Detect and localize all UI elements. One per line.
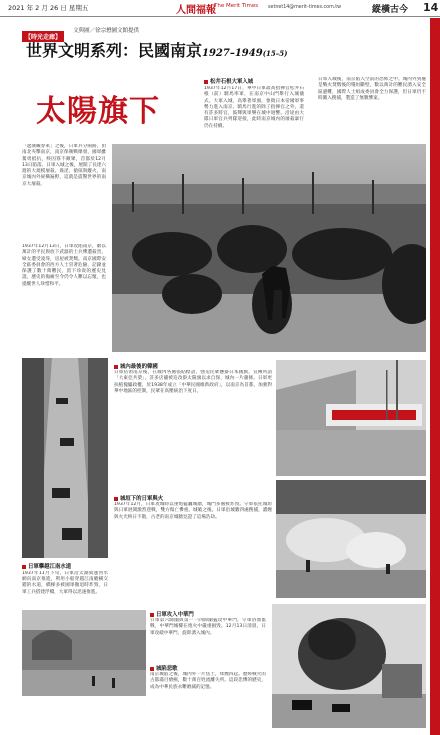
- section-head-gate: 日軍攻入中華門: [150, 610, 194, 618]
- page-header: [0, 0, 440, 17]
- edge-ribbon: [430, 18, 440, 735]
- intro-paragraph-continued: 1937年12月13日，日軍攻陷南京，數以萬計的平民與放下武器的士兵慘遭殺害，婦女遭受凌辱，房屋被焚燬。南京國際安全區委員會的西方人士冒著危險，記錄並保護了數十萬難民，留下珍貴的歷史見證。歷史的傷痛至今仍令人難以忘懷，也提醒世人珍惜和平。: [22, 244, 106, 287]
- masthead-logo: 人間福報: [176, 5, 216, 16]
- section-body-walls: 1937年12月，日軍攻城時以重炮猛轟城牆，城門多處被炸毀。守軍依托城垣與日軍展開激烈巷戰，雙方傷亡慘重。城破之後，日軍沿城牆四處搜捕，濃煙與火光終日不散，古老的南京城牆見證了這場浩劫。: [114, 502, 272, 520]
- intro-paragraph: 「遮漢曦春萊」之後，日軍兵分兩路，由南北夾擊南京，南京保衛戰爆發，國軍雖奮勇抵抗，終因寡不敵眾，首都於12月13日陷落。日軍入城之後，展開了長達六週的大規模屠殺、姦淫、搶掠與縱火，南京城內外屍橫遍野，這就是震驚世界的南京大屠殺。: [22, 144, 106, 187]
- issue-date: 2021 年 2 月 26 日 星期五: [8, 4, 89, 12]
- contact-email: setnet14@merit-times.com.tw: [268, 5, 342, 10]
- column-tag: 【時光走廊】: [22, 31, 64, 42]
- page-title: [26, 38, 287, 61]
- section-head-waterway: 日軍攀越江南水道: [22, 562, 71, 570]
- section-head-entry: 松井石根大軍入城: [204, 77, 253, 85]
- photo-troops-marching: [112, 144, 426, 352]
- section-head-city: 城內最後的韓國: [114, 362, 158, 370]
- section-head-aftermath: 城陷悲歌: [150, 664, 178, 672]
- section-body-city: 日軍佔領南京後，在城內各處張貼標語，強迫民眾懸掛日本國旗，宣傳所謂「大東亞共榮」。許多店舖被迫改掛太陽旗以求自保，城內一片蕭條。日軍更扶植傀儡政權，於1938年成立「中華民國維新政府」，以南京為首都，加強對華中地區的控制，民眾在高壓統治下度日。: [114, 370, 272, 394]
- column-kicker: [22, 24, 140, 41]
- byline: 文與圖／徐宗懋圖文館提供: [73, 28, 140, 34]
- city-gate-image: [22, 610, 146, 696]
- masthead-logo-english: The Merit Times: [214, 3, 259, 9]
- title-main: 世界文明系列：民國南京: [26, 41, 203, 60]
- waterway-image: [22, 358, 108, 558]
- section-name: 縱橫古今: [372, 5, 409, 15]
- photo-waterway-boats: [22, 358, 108, 558]
- photo-building-banner: [276, 360, 426, 476]
- section-body-entry: 1937年12月17日，華中日軍最高指揮官松井石根（前）騎馬率軍，在南京中山門舉行入城儀式。大軍入城，高舉著軍旗，象徵日本帝國軍事勢力進入南京。騎馬行進的除了指揮官之外，還有許多將官，鼓聲與軍樂在城中迴響。沿途由大隊日軍官兵列隊迎接，此時南京城內的屠殺暴行仍在持續。: [204, 86, 304, 129]
- section-body-entry-continued: 日軍入城後，南京陷入空前的恐怖之中。城內外到處是戰火焚燬後的殘垣斷壁，數以萬計的難民湧入安全區避難，國際人士組成委員會全力保護，但日軍仍不時闖入搜捕，製造了無數慘案。: [318, 77, 426, 101]
- photo-city-gate: [22, 610, 146, 696]
- troops-marching-image: [112, 144, 426, 352]
- photo-explosion-smoke: [272, 604, 426, 728]
- section-body-aftermath: 南京城陷之後，城內外一片焦土，烽煙四起。歷經戰火的古都滿目瘡痍，數十萬百姓流離失所。這段悲慘的歷史，成為中華民族永難磨滅的記憶。: [150, 672, 266, 690]
- building-image: [276, 360, 426, 476]
- photo-battlefield-smoke: [276, 480, 426, 598]
- feature-title: 太陽旗下: [36, 94, 160, 129]
- section-body-waterway: 1937年11月下旬，日軍沿太湖與運河水網向南京推進，利用小船穿越江南縱橫交錯的水道，橋樑多被國軍撤退時炸毀，日軍工兵搭建浮橋，大軍得以迅速推進。: [22, 571, 108, 595]
- section-head-walls: 城垣下的日軍與火: [114, 494, 163, 502]
- title-years: 1927–1949: [202, 48, 263, 59]
- battlefield-image: [276, 480, 426, 598]
- page-number: 14: [423, 1, 439, 14]
- explosion-image: [272, 604, 426, 728]
- section-body-gate: 日軍第六師團與第一一四師團猛攻中華門，守軍浴血奮戰，中華門城樓在炮火中嚴重損毀。12月13日清晨，日軍攻破中華門，旋即湧入城內。: [150, 618, 266, 636]
- title-part: (15–5): [262, 49, 288, 58]
